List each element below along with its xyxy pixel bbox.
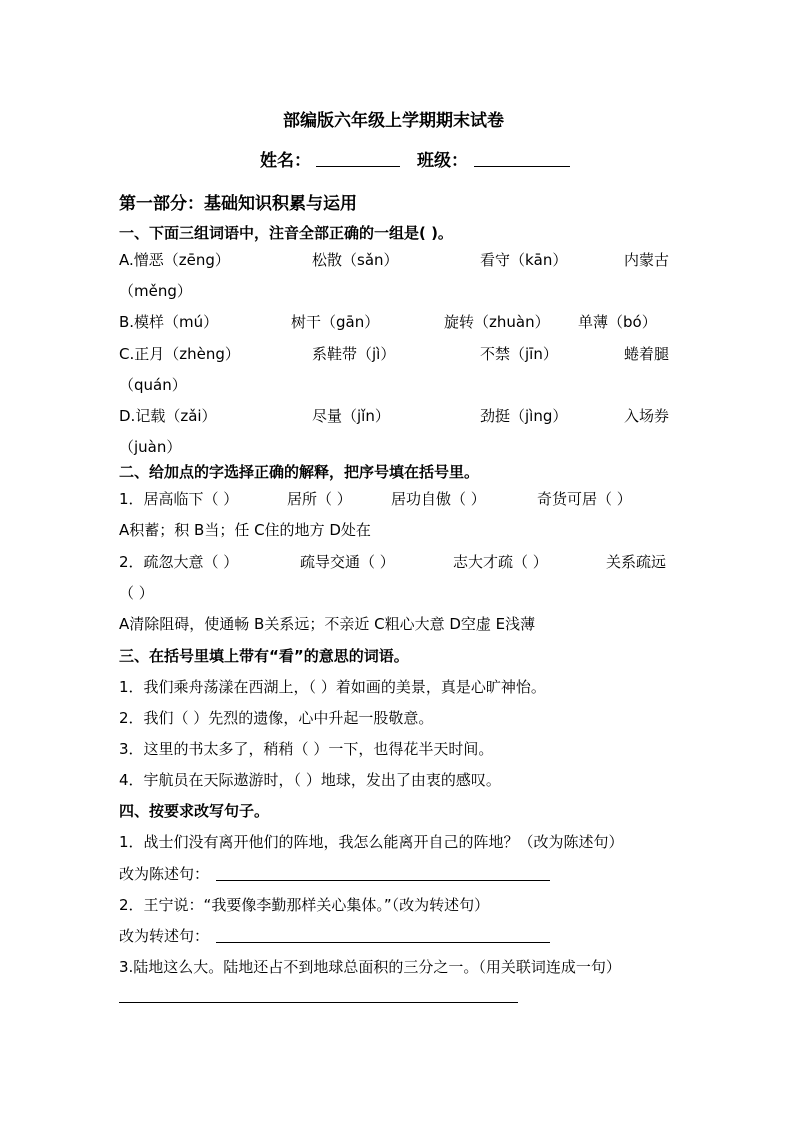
q2-item2-options: A清除阻碍，使通畅 B关系远；不亲近 C粗心大意 D空虚 E浅薄 xyxy=(119,615,536,633)
q1-option-d-3: 劲挺（jìng） xyxy=(480,407,568,425)
q1-option-b-4: 单薄（bó） xyxy=(578,313,657,331)
page-title: 部编版六年级上学期期末试卷 xyxy=(283,111,504,131)
q4-item-2: 2．王宁说：“我要像李勤那样关心集体。”（改为转述句） xyxy=(119,896,490,914)
q2-item1-4: 奇货可居（ ） xyxy=(537,490,632,508)
q4-heading: 四、按要求改写句子。 xyxy=(119,802,270,820)
q2-item1-2: 居所（ ） xyxy=(287,490,352,508)
q1-heading: 一、下面三组词语中，注音全部正确的一组是( )。 xyxy=(119,224,453,242)
q1-option-a-1: A.憎恶（zēng） xyxy=(119,251,230,269)
q1-option-d-cont: （juàn） xyxy=(119,438,182,456)
q1-option-b-1: B.模样（mú） xyxy=(119,313,219,331)
q1-option-b-3: 旋转（zhuàn） xyxy=(444,313,550,331)
q2-item1-options: A积蓄；积 B当；任 C住的地方 D处在 xyxy=(119,521,371,539)
q1-option-c-cont: （quán） xyxy=(119,376,187,394)
q3-item-3: 3．这里的书太多了，稍稍（ ）一下，也得花半天时间。 xyxy=(119,740,494,758)
class-label: 班级： xyxy=(417,151,468,171)
q3-heading: 三、在括号里填上带有“看”的意思的词语。 xyxy=(119,647,409,665)
q1-option-a-3: 看守（kān） xyxy=(480,251,568,269)
q1-option-a-4: 内蒙古 xyxy=(624,251,670,269)
q4-item-1-answer-label: 改为陈述句： xyxy=(119,865,210,883)
q2-heading: 二、给加点的字选择正确的解释，把序号填在括号里。 xyxy=(119,463,480,481)
q1-option-c-1: C.正月（zhèng） xyxy=(119,345,240,363)
q2-item2-4: 关系疏远 xyxy=(606,553,667,571)
q1-option-a-cont: （měng） xyxy=(119,282,192,300)
class-blank[interactable] xyxy=(474,166,570,167)
q4-item-2-answer-label: 改为转述句： xyxy=(119,927,210,945)
q2-item2-2: 疏导交通（ ） xyxy=(300,553,395,571)
q4-item-3-answer-line[interactable] xyxy=(119,1002,518,1003)
q1-option-b-2: 树干（gān） xyxy=(291,313,380,331)
q1-option-c-3: 不禁（jīn） xyxy=(480,345,558,363)
q3-item-1: 1．我们乘舟荡漾在西湖上，（ ）着如画的美景，真是心旷神怡。 xyxy=(119,678,546,696)
q3-item-4: 4．宇航员在天际遨游时，（ ）地球，发出了由衷的感叹。 xyxy=(119,771,501,789)
part-heading: 第一部分：基础知识积累与运用 xyxy=(119,194,357,214)
q4-item-1: 1．战士们没有离开他们的阵地，我怎么能离开自己的阵地？（改为陈述句） xyxy=(119,833,624,851)
q2-item2-3: 志大才疏（ ） xyxy=(453,553,548,571)
q2-item2-cont: （ ） xyxy=(119,584,154,602)
q4-item-3: 3.陆地这么大。陆地还占不到地球总面积的三分之一。（用关联词连成一句） xyxy=(119,958,621,976)
name-label: 姓名： xyxy=(260,151,311,171)
q1-option-c-4: 蜷着腿 xyxy=(624,345,670,363)
q2-item1-1: 1．居高临下（ ） xyxy=(119,490,239,508)
q3-item-2: 2．我们（ ）先烈的遗像，心中升起一股敬意。 xyxy=(119,709,434,727)
q2-item1-3: 居功自傲（ ） xyxy=(391,490,486,508)
q1-option-c-2: 系鞋带（jì） xyxy=(312,345,396,363)
q1-option-d-1: D.记载（zǎi） xyxy=(119,407,217,425)
q1-option-a-2: 松散（sǎn） xyxy=(312,251,399,269)
q2-item2-1: 2．疏忽大意（ ） xyxy=(119,553,239,571)
q1-option-d-2: 尽量（jǐn） xyxy=(312,407,390,425)
name-blank[interactable] xyxy=(316,166,400,167)
q1-option-d-4: 入场券 xyxy=(624,407,670,425)
q4-item-1-answer-line[interactable] xyxy=(216,880,550,881)
q4-item-2-answer-line[interactable] xyxy=(216,942,550,943)
